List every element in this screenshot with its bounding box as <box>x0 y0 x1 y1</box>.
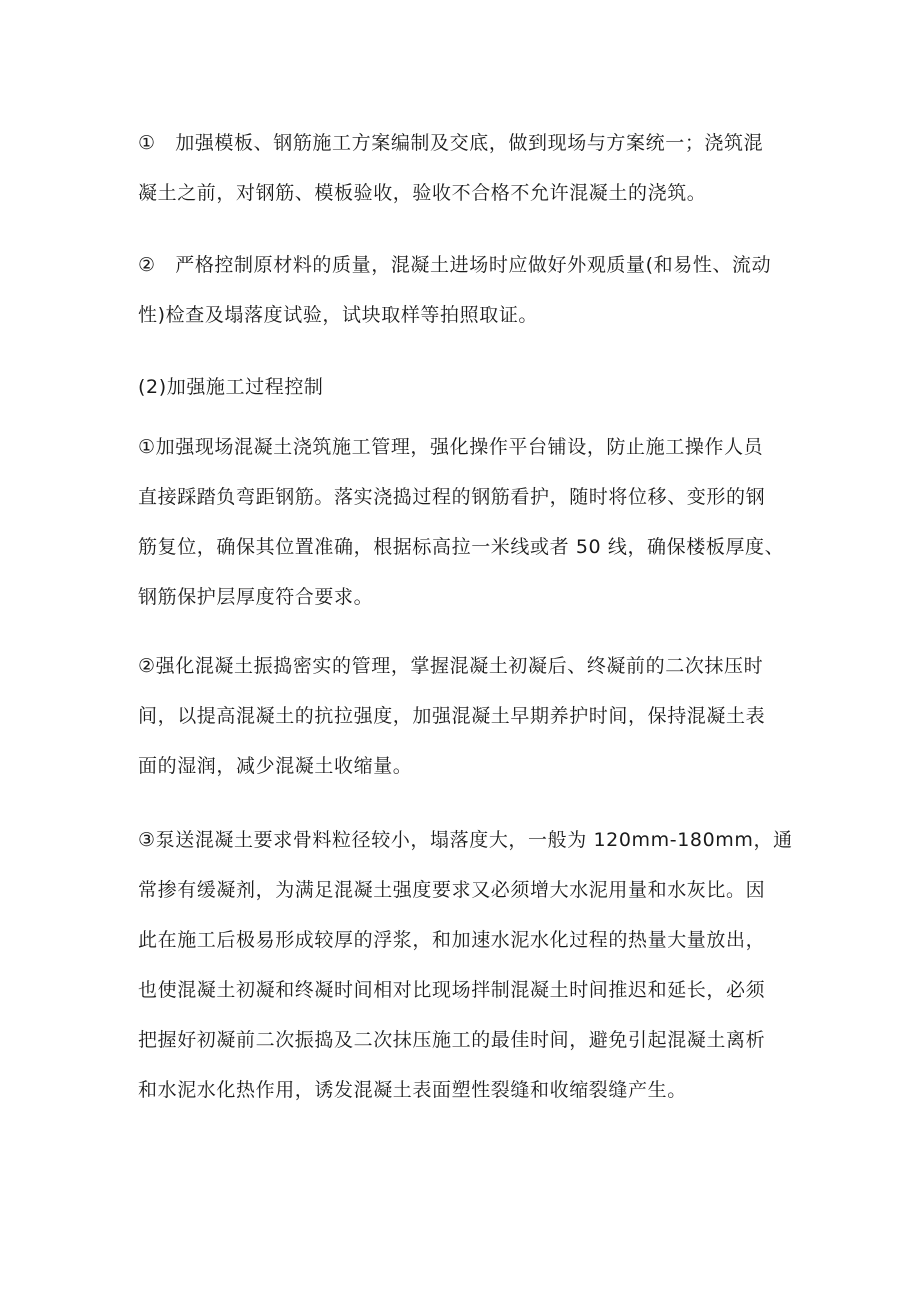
heading-line: (2)加强施工过程控制 <box>138 376 324 398</box>
text-line: ②强化混凝土振捣密实的管理，掌握混凝土初凝后、终凝前的二次抹压时 <box>138 655 764 677</box>
paragraph-item-4 <box>138 641 790 791</box>
text-line: ①加强现场混凝土浇筑施工管理，强化操作平台铺设，防止施工操作人员 <box>138 436 764 458</box>
text-line: 把握好初凝前二次振捣及二次抹压施工的最佳时间，避免引起混凝土离析 <box>138 1029 766 1051</box>
text-line: 钢筋保护层厚度符合要求。 <box>138 586 374 608</box>
text-line: 凝土之前，对钢筋、模板验收，验收不合格不允许混凝土的浇筑。 <box>138 182 707 204</box>
text-line: ① 加强模板、钢筋施工方案编制及交底，做到现场与方案统一；浇筑混 <box>138 132 764 154</box>
paragraph-item-2 <box>138 240 790 340</box>
text-line: 和水泥水化热作用，诱发混凝土表面塑性裂缝和收缩裂缝产生。 <box>138 1079 687 1101</box>
paragraph-item-1 <box>138 118 790 218</box>
text-line: ③泵送混凝土要求骨料粒径较小，塌落度大，一般为 120mm-180mm，通 <box>138 829 793 851</box>
paragraph-item-3 <box>138 422 790 622</box>
text-line: 性)检查及塌落度试验，试块取样等拍照取证。 <box>138 304 539 326</box>
text-line: 间，以提高混凝土的抗拉强度，加强混凝土早期养护时间，保持混凝土表 <box>138 705 766 727</box>
paragraph-item-5 <box>138 815 793 1115</box>
text-line: 常掺有缓凝剂，为满足混凝土强度要求又必须增大水泥用量和水灰比。因 <box>138 879 766 901</box>
text-line: 面的湿润，减少混凝土收缩量。 <box>138 755 413 777</box>
text-line: 也使混凝土初凝和终凝时间相对比现场拌制混凝土时间推迟和延长，必须 <box>138 979 766 1001</box>
text-line: 筋复位，确保其位置准确，根据标高拉一米线或者 50 线，确保楼板厚度、 <box>138 536 785 558</box>
text-line: 直接踩踏负弯距钢筋。落实浇捣过程的钢筋看护，随时将位移、变形的钢 <box>138 486 766 508</box>
section-heading <box>138 362 790 412</box>
text-line: ② 严格控制原材料的质量，混凝土进场时应做好外观质量(和易性、流动 <box>138 254 772 276</box>
text-line: 此在施工后极易形成较厚的浮浆，和加速水泥水化过程的热量大量放出， <box>138 929 766 951</box>
